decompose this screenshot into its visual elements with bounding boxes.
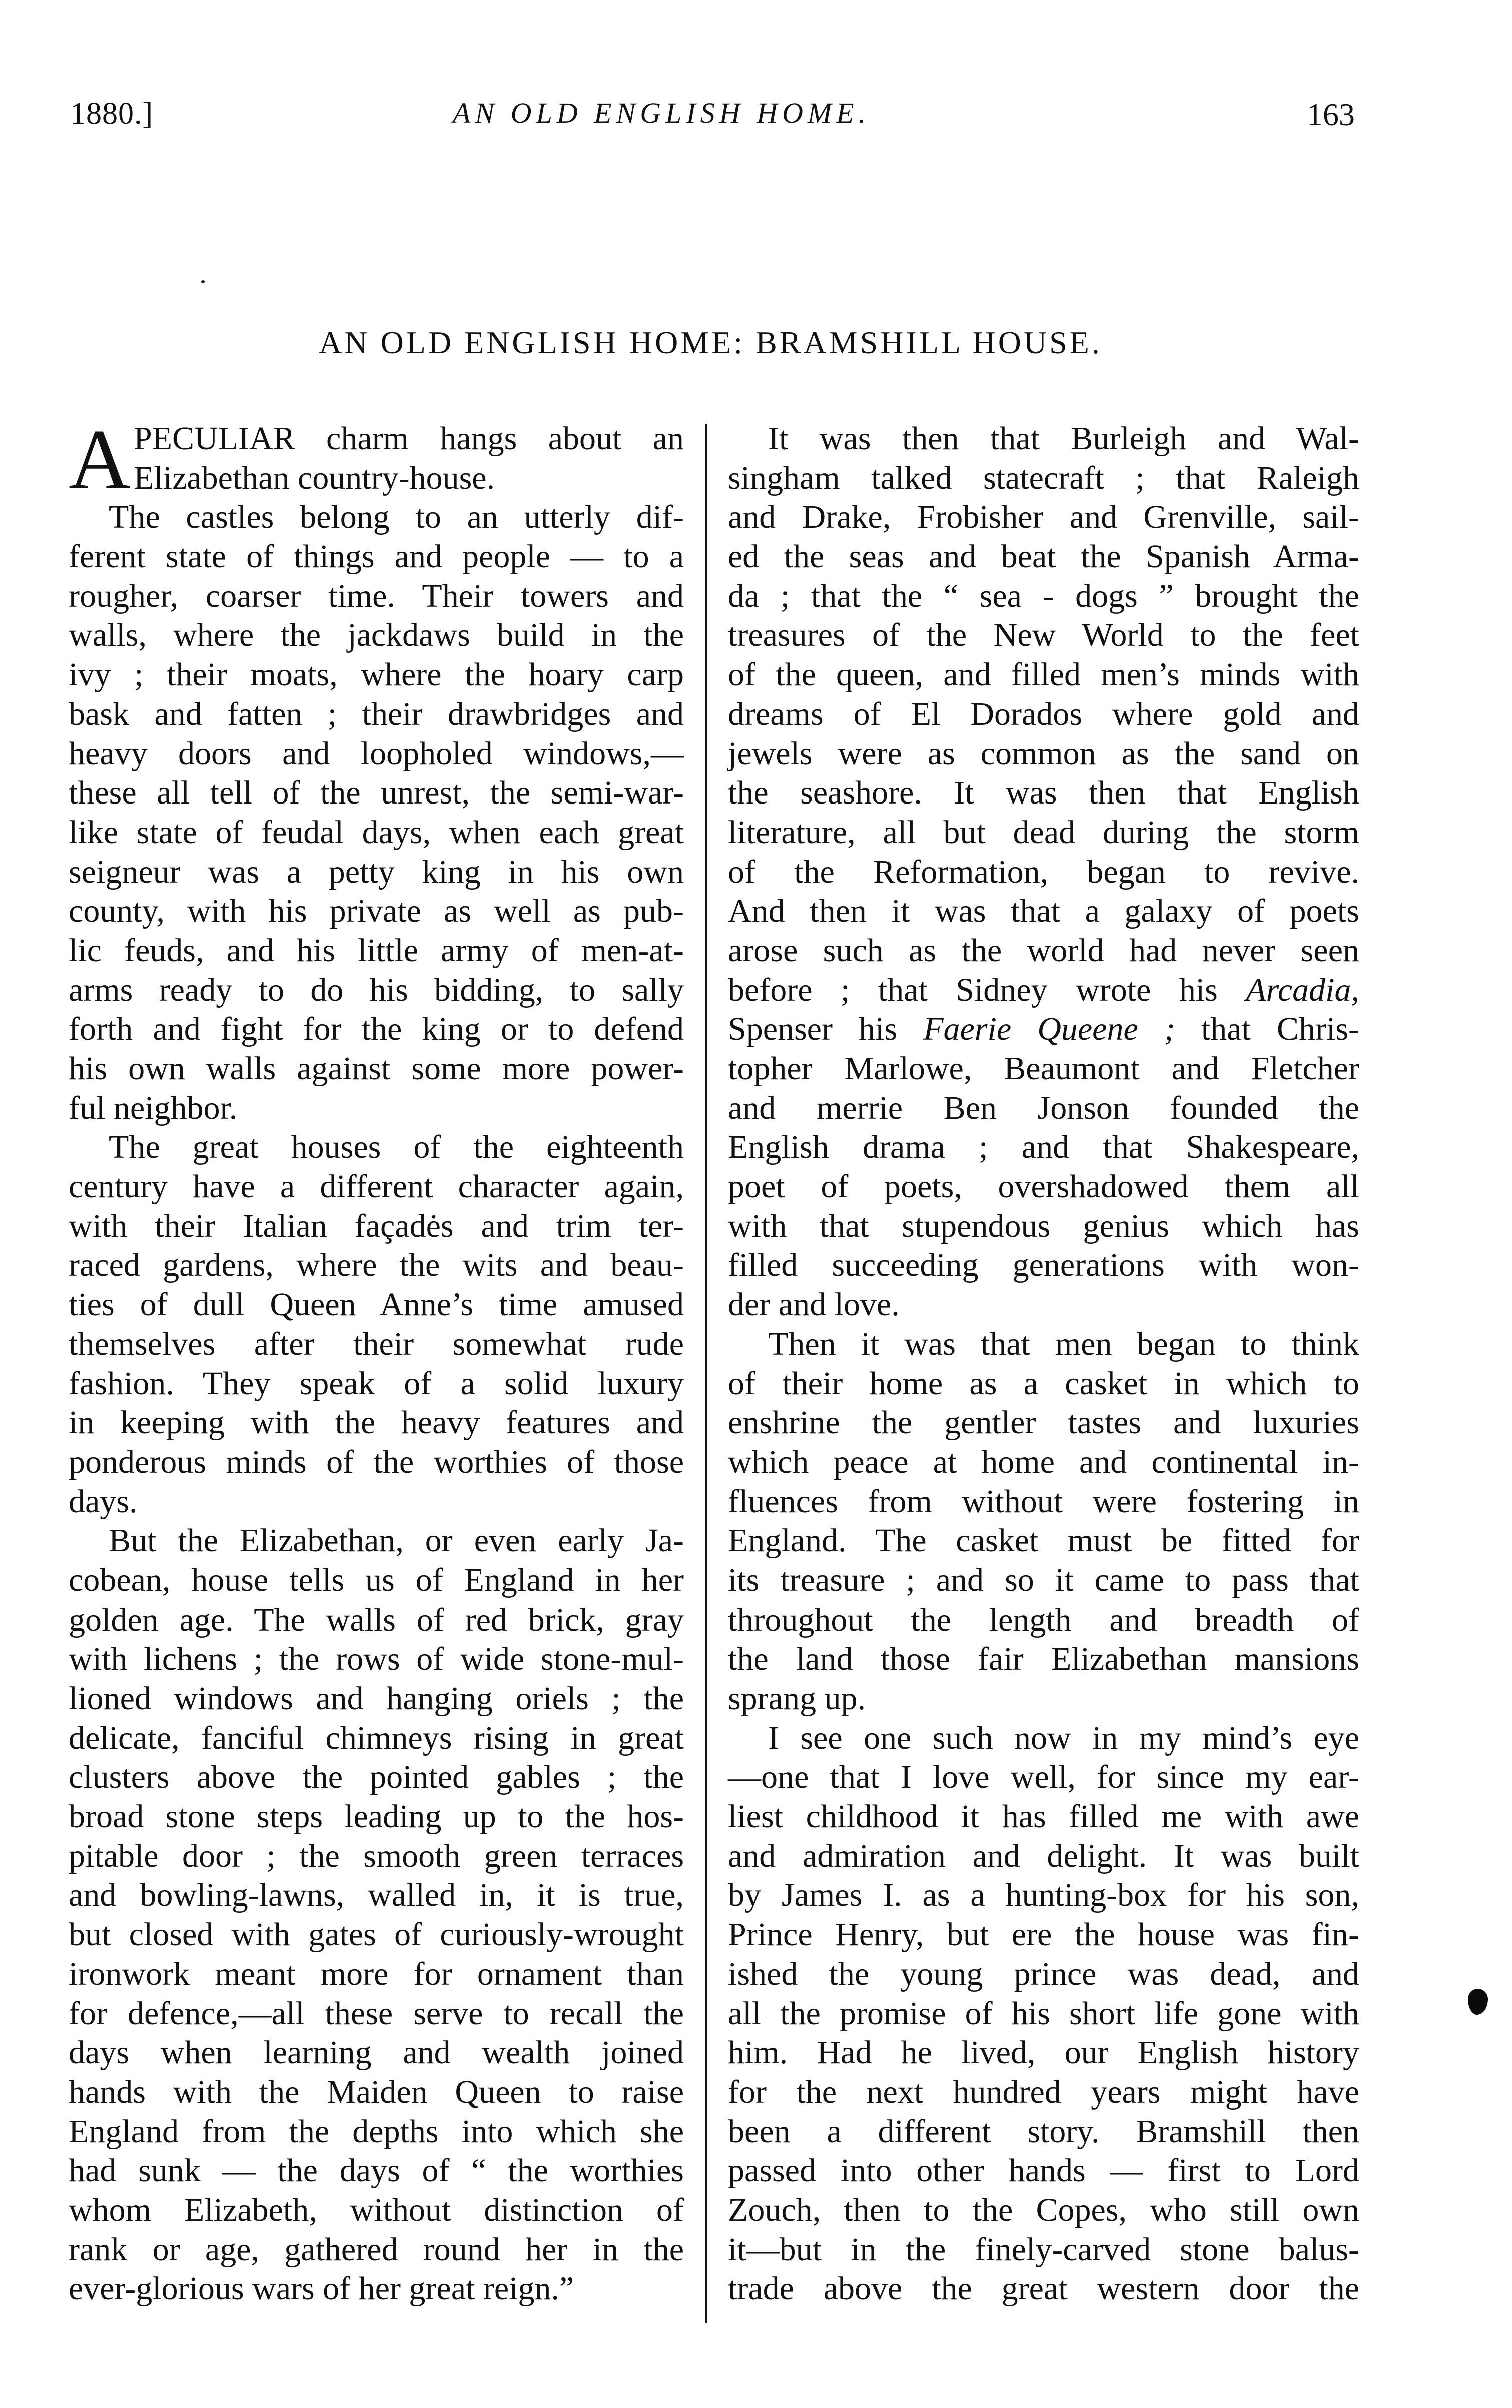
line-text: walls, where the jackdaws build in the	[69, 617, 684, 654]
text-line	[69, 1719, 684, 1758]
text-line	[69, 1482, 684, 1522]
line-text: The castles belong to an utterly dif-	[109, 499, 684, 536]
line-text: and bowling-lawns, walled in, it is true,	[69, 1877, 684, 1914]
text-line	[69, 1443, 684, 1482]
line-text: rougher, coarser time. Their towers and	[69, 577, 684, 614]
running-head-title: AN OLD ENGLISH HOME.	[453, 97, 871, 129]
text-line	[728, 853, 1359, 892]
line-text: county, with his private as well as pub-	[69, 893, 684, 930]
text-line	[728, 419, 1359, 459]
text-line	[69, 2151, 684, 2191]
line-text: lioned windows and hanging oriels ; the	[69, 1680, 684, 1717]
text-line	[728, 1285, 1359, 1325]
line-text: days.	[69, 1483, 138, 1520]
text-line	[69, 1994, 684, 2034]
line-text: sprang up.	[728, 1680, 866, 1717]
line-text: cobean, house tells us of England in her	[69, 1561, 684, 1598]
text-line	[69, 1600, 684, 1640]
line-text: all the promise of his short life gone with	[728, 1995, 1359, 2032]
line-text: whom Elizabeth, without distinction of	[69, 2191, 684, 2228]
text-line	[69, 695, 684, 734]
italic-title: Faerie Queene ;	[923, 1011, 1175, 1048]
line-text: century have a different character again,	[69, 1168, 684, 1205]
text-line	[69, 1049, 684, 1089]
text-line	[728, 1325, 1359, 1364]
text-line	[69, 1285, 684, 1325]
text-line	[728, 2230, 1359, 2270]
line-text: ponderous minds of the worthies of those	[69, 1443, 684, 1480]
text-line	[728, 1167, 1359, 1207]
line-text: had sunk — the days of “ the worthies	[69, 2152, 684, 2189]
text-line	[728, 616, 1359, 655]
line-text: Zouch, then to the Copes, who still own	[728, 2191, 1359, 2228]
text-line	[728, 1246, 1359, 1285]
text-line	[728, 1915, 1359, 1955]
line-text: fashion. They speak of a solid luxury	[69, 1365, 684, 1402]
line-text: filled succeeding generations with won-	[728, 1247, 1359, 1284]
line-text: fluences from without were fostering in	[728, 1483, 1359, 1520]
text-line	[69, 1128, 684, 1167]
text-line	[728, 1521, 1359, 1561]
text-line	[728, 2151, 1359, 2191]
line-text: by James I. as a hunting-box for his son,	[728, 1877, 1359, 1914]
line-text: topher Marlowe, Beaumont and Fletcher	[728, 1050, 1359, 1087]
text-line	[69, 1876, 684, 1915]
line-text: ful neighbor.	[69, 1089, 238, 1126]
text-line	[728, 773, 1359, 813]
line-text: enshrine the gentler tastes and luxuries	[728, 1404, 1359, 1441]
text-line	[728, 1797, 1359, 1837]
line-text: ished the young prince was dead, and	[728, 1955, 1359, 1992]
line-text: bask and fatten ; their drawbridges and	[69, 695, 684, 732]
running-head-date: 1880.]	[70, 97, 154, 131]
line-text: passed into other hands — first to Lord	[728, 2152, 1359, 2189]
line-text: for the next hundred years might have	[728, 2073, 1359, 2110]
line-text: ivy ; their moats, where the hoary carp	[69, 656, 684, 693]
line-text: delicate, fanciful chimneys rising in great	[69, 1719, 684, 1756]
text-line	[728, 1207, 1359, 1246]
text-line	[728, 1049, 1359, 1089]
text-line	[728, 892, 1359, 931]
page-number: 163	[1307, 97, 1355, 132]
text-line	[69, 773, 684, 813]
line-text: But the Elizabethan, or even early Ja-	[109, 1522, 684, 1559]
line-text: in keeping with the heavy features and	[69, 1404, 684, 1441]
line-text: treasures of the New World to the feet	[728, 617, 1359, 654]
line-text: of their home as a casket in which to	[728, 1365, 1359, 1402]
text-line	[69, 1325, 684, 1364]
text-line	[69, 616, 684, 655]
line-text: ferent state of things and people — to a	[69, 538, 684, 575]
text-line	[69, 853, 684, 892]
text-line	[728, 1994, 1359, 2034]
line-text: PECULIAR charm hangs about an	[134, 420, 684, 457]
line-text: throughout the length and breadth of	[728, 1601, 1359, 1638]
text-line	[728, 1758, 1359, 1797]
text-line	[69, 813, 684, 853]
text-line	[69, 1521, 684, 1561]
line-text: England. The casket must be fitted for	[728, 1522, 1359, 1559]
line-text: poet of poets, overshadowed them all	[728, 1168, 1359, 1205]
text-line	[728, 1010, 1359, 1049]
text-line	[69, 2073, 684, 2112]
line-text: and merrie Ben Jonson founded the	[728, 1089, 1359, 1126]
line-text: arose such as the world had never seen	[728, 932, 1359, 969]
line-text: for defence,—all these serve to recall the	[69, 1995, 684, 2032]
text-line	[728, 695, 1359, 734]
text-line	[69, 577, 684, 616]
italic-title: Arcadia,	[1246, 971, 1360, 1008]
text-line	[69, 655, 684, 695]
line-text: trade above the great western door the	[728, 2270, 1359, 2307]
text-line	[728, 1443, 1359, 1482]
text-line	[728, 1719, 1359, 1758]
line-text: its treasure ; and so it came to pass that	[728, 1561, 1359, 1598]
line-text: ever-glorious wars of her great reign.”	[69, 2270, 574, 2307]
text-line	[728, 2112, 1359, 2152]
line-text: ties of dull Queen Anne’s time amused	[69, 1286, 684, 1323]
text-line	[728, 734, 1359, 774]
line-text: And then it was that a galaxy of poets	[728, 893, 1359, 930]
text-line	[69, 1089, 684, 1128]
line-text: forth and fight for the king or to defend	[69, 1011, 684, 1048]
text-line	[69, 498, 684, 537]
line-text: pitable door ; the smooth green terraces	[69, 1837, 684, 1874]
line-text: him. Had he lived, our English history	[728, 2034, 1359, 2071]
line-text: broad stone steps leading up to the hos-	[69, 1798, 684, 1835]
line-text: like state of feudal days, when each great	[69, 814, 684, 851]
ink-speck	[201, 280, 205, 283]
text-line	[728, 931, 1359, 971]
text-line	[728, 1876, 1359, 1915]
line-text: heavy doors and loopholed windows,—	[69, 735, 684, 772]
line-text: golden age. The walls of red brick, gray	[69, 1601, 684, 1638]
running-head	[0, 96, 1512, 136]
line-text: Spenser his	[728, 1011, 898, 1048]
line-text: jewels were as common as the sand on	[728, 735, 1359, 772]
line-text: but closed with gates of curiously-wrought	[69, 1916, 684, 1953]
line-text: rank or age, gathered round her in the	[69, 2231, 684, 2268]
line-text: and admiration and delight. It was built	[728, 1837, 1359, 1874]
line-text: days when learning and wealth joined	[69, 2034, 684, 2071]
text-line	[69, 1640, 684, 1679]
text-line	[728, 2269, 1359, 2309]
text-line	[728, 1561, 1359, 1600]
text-line	[69, 734, 684, 774]
line-text: before ; that Sidney wrote his	[728, 971, 1218, 1008]
line-text: The great houses of the eighteenth	[109, 1129, 684, 1166]
line-text: raced gardens, where the wits and beau-	[69, 1247, 684, 1284]
text-line	[728, 1679, 1359, 1719]
right-column-lines	[728, 419, 1359, 2309]
text-line	[728, 655, 1359, 695]
text-line	[69, 537, 684, 577]
line-text: Then it was that men began to think	[768, 1325, 1359, 1362]
text-line	[728, 537, 1359, 577]
line-text: arms ready to do his bidding, to sally	[69, 971, 684, 1008]
text-line	[728, 1089, 1359, 1128]
line-text: his own walls against some more power-	[69, 1050, 684, 1087]
text-line	[728, 971, 1359, 1010]
line-text: which peace at home and continental in-	[728, 1443, 1359, 1480]
line-text: Prince Henry, but ere the house was fin-	[728, 1916, 1359, 1953]
line-text: da ; that the “ sea - dogs ” brought the	[728, 577, 1359, 614]
text-line	[728, 1128, 1359, 1167]
line-text: ed the seas and beat the Spanish Arma-	[728, 538, 1359, 575]
text-line	[69, 1167, 684, 1207]
line-text: ironwork meant more for ornament than	[69, 1955, 684, 1992]
line-text: the seashore. It was then that English	[728, 774, 1359, 812]
text-line	[728, 1364, 1359, 1404]
text-line	[69, 2230, 684, 2270]
line-text: literature, all but dead during the storm	[728, 814, 1359, 851]
text-line	[69, 1915, 684, 1955]
text-line	[69, 2191, 684, 2230]
line-text: English drama ; and that Shakespeare,	[728, 1129, 1359, 1166]
line-text: with their Italian façadės and trim ter-	[69, 1207, 684, 1244]
line-text: with lichens ; the rows of wide stone-mul-	[69, 1641, 684, 1678]
text-line	[69, 419, 684, 459]
text-line	[69, 1955, 684, 1994]
text-line	[69, 1246, 684, 1285]
line-text: England from the depths into which she	[69, 2113, 684, 2150]
text-line	[69, 2112, 684, 2152]
text-line	[69, 1837, 684, 1876]
text-line	[728, 2033, 1359, 2073]
text-line	[728, 459, 1359, 498]
text-line	[728, 1837, 1359, 1876]
line-text: singham talked statecraft ; that Raleigh	[728, 459, 1359, 496]
text-line	[728, 1600, 1359, 1640]
line-text: with that stupendous genius which has	[728, 1207, 1359, 1244]
line-text: these all tell of the unrest, the semi-war-	[69, 774, 684, 812]
text-line	[69, 1561, 684, 1600]
line-text: of the Reformation, began to revive.	[728, 853, 1359, 890]
line-text: lic feuds, and his little army of men-at-	[69, 932, 684, 969]
line-text: the land those fair Elizabethan mansions	[728, 1641, 1359, 1678]
line-text: —one that I love well, for since my ear-	[728, 1759, 1359, 1796]
line-text: dreams of El Dorados where gold and	[728, 695, 1359, 732]
text-line	[728, 813, 1359, 853]
text-line	[728, 577, 1359, 616]
text-line	[69, 931, 684, 971]
text-line	[69, 1758, 684, 1797]
text-line	[728, 2073, 1359, 2112]
line-text: I see one such now in my mind’s eye	[768, 1719, 1359, 1756]
text-line	[69, 1010, 684, 1049]
text-line	[728, 498, 1359, 537]
text-line	[728, 1403, 1359, 1443]
line-text: that Chris-	[1201, 1011, 1360, 1048]
text-line	[69, 1679, 684, 1719]
article-title: AN OLD ENGLISH HOME: BRAMSHILL HOUSE.	[319, 325, 1102, 360]
line-text: liest childhood it has filled me with awe	[728, 1798, 1359, 1835]
text-line	[728, 1482, 1359, 1522]
text-line	[69, 1403, 684, 1443]
line-text: It was then that Burleigh and Wal-	[768, 420, 1359, 457]
left-column	[69, 412, 684, 2309]
text-line	[728, 1955, 1359, 1994]
line-text: seigneur was a petty king in his own	[69, 853, 684, 890]
text-line	[728, 1640, 1359, 1679]
line-text: been a different story. Bramshill then	[728, 2113, 1359, 2150]
text-line	[69, 2269, 684, 2309]
text-line	[69, 459, 684, 498]
text-line	[69, 971, 684, 1010]
right-column	[728, 419, 1359, 2309]
text-line	[69, 2033, 684, 2073]
line-text: and Drake, Frobisher and Grenville, sail-	[728, 499, 1359, 536]
left-column-lines	[69, 412, 684, 2309]
text-line	[69, 1797, 684, 1837]
text-line	[69, 1364, 684, 1404]
text-line	[728, 2191, 1359, 2230]
column-rule	[705, 424, 707, 2323]
line-text: clusters above the pointed gables ; the	[69, 1759, 684, 1796]
ink-blot	[1468, 1989, 1488, 2015]
line-text: der and love.	[728, 1286, 900, 1323]
line-text: it—but in the finely-carved stone balus-	[728, 2231, 1359, 2268]
text-line	[69, 892, 684, 931]
line-text: themselves after their somewhat rude	[69, 1325, 684, 1362]
drop-cap: A	[69, 412, 131, 507]
line-text: Elizabethan country-house.	[134, 459, 495, 496]
text-line	[69, 1207, 684, 1246]
line-text: of the queen, and filled men’s minds with	[728, 656, 1359, 693]
line-text: hands with the Maiden Queen to raise	[69, 2073, 684, 2110]
